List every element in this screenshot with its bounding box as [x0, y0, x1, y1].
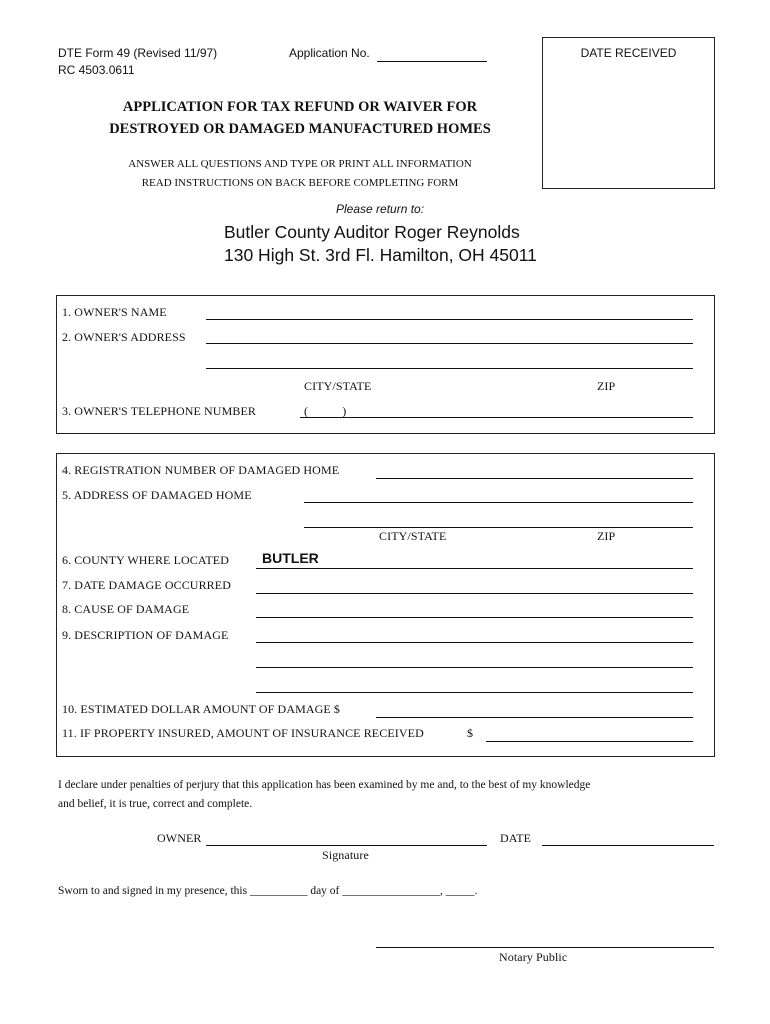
damage-cause-label: 8. CAUSE OF DAMAGE	[62, 602, 190, 616]
form-id: DTE Form 49 (Revised 11/97)	[58, 46, 218, 60]
application-no-label: Application No.	[289, 46, 370, 60]
signature-date-label: DATE	[500, 831, 532, 845]
damage-description-label: 9. DESCRIPTION OF DAMAGE	[62, 628, 229, 642]
damage-date-field[interactable]	[256, 575, 693, 594]
county-label: 6. COUNTY WHERE LOCATED	[62, 553, 229, 567]
instructions	[40, 155, 560, 193]
insurance-received-field[interactable]	[486, 723, 693, 742]
damage-cause-field[interactable]	[256, 599, 693, 618]
declaration-line2: and belief, it is true, correct and complete.	[58, 798, 253, 810]
owner-phone-label: 3. OWNER'S TELEPHONE NUMBER	[62, 404, 256, 418]
form-title	[40, 96, 560, 140]
signature-date-field[interactable]	[542, 827, 714, 846]
owner-address-line2-field[interactable]	[206, 350, 693, 369]
notary-caption: Notary Public	[499, 950, 568, 964]
date-received-label: DATE RECEIVED	[580, 46, 677, 60]
owner-name-label: 1. OWNER'S NAME	[62, 305, 167, 319]
form-title-line2: DESTROYED OR DAMAGED MANUFACTURED HOMES	[109, 121, 491, 137]
return-to-label: Please return to:	[336, 202, 425, 216]
home-address-label: 5. ADDRESS OF DAMAGED HOME	[62, 488, 252, 502]
estimated-damage-label: 10. ESTIMATED DOLLAR AMOUNT OF DAMAGE $	[62, 702, 341, 716]
owner-address-field[interactable]	[206, 325, 693, 344]
damage-date-label: 7. DATE DAMAGE OCCURRED	[62, 578, 231, 592]
return-address-line2: 130 High St. 3rd Fl. Hamilton, OH 45011	[224, 245, 537, 265]
owner-signature-label: OWNER	[157, 831, 202, 845]
owner-signature-field[interactable]	[206, 827, 487, 846]
home-address-line2-field[interactable]	[304, 509, 693, 528]
home-address-field[interactable]	[304, 484, 693, 503]
sworn-statement: Sworn to and signed in my presence, this __________ day of _________________, _____.	[58, 885, 478, 897]
phone-area-code: ( )	[304, 404, 347, 418]
form-title-line1: APPLICATION FOR TAX REFUND OR WAIVER FOR	[122, 99, 478, 115]
insurance-received-label: 11. IF PROPERTY INSURED, AMOUNT OF INSURANCE RECEIVED	[62, 726, 424, 740]
signature-caption: Signature	[322, 848, 369, 862]
insurance-dollar-sign: $	[467, 726, 474, 740]
instructions-line2: READ INSTRUCTIONS ON BACK BEFORE COMPLETING FORM	[141, 177, 459, 189]
rc-number: RC 4503.0611	[58, 63, 135, 77]
declaration	[58, 776, 590, 814]
damage-description-field[interactable]	[256, 624, 693, 643]
county-value: BUTLER	[262, 550, 319, 566]
return-address-line1: Butler County Auditor Roger Reynolds	[224, 222, 520, 242]
owner-address-label: 2. OWNER'S ADDRESS	[62, 330, 186, 344]
date-received-box	[542, 37, 715, 189]
application-no-field[interactable]	[377, 43, 487, 62]
home-zip-label: ZIP	[597, 529, 616, 543]
instructions-line1: ANSWER ALL QUESTIONS AND TYPE OR PRINT ALL INFORMATION	[128, 158, 472, 170]
registration-number-label: 4. REGISTRATION NUMBER OF DAMAGED HOME	[62, 463, 340, 477]
notary-signature-field[interactable]	[376, 929, 714, 948]
owner-name-field[interactable]	[206, 301, 693, 320]
owner-zip-label: ZIP	[597, 379, 616, 393]
home-city-state-label: CITY/STATE	[379, 529, 447, 543]
owner-phone-field[interactable]	[300, 399, 693, 418]
declaration-line1: I declare under penalties of perjury that this application has been examined by me and, to the best of my knowledge	[58, 779, 591, 791]
county-field[interactable]	[256, 550, 693, 569]
return-address	[224, 221, 537, 267]
damage-description-line2-field[interactable]	[256, 649, 693, 668]
damage-description-line3-field[interactable]	[256, 674, 693, 693]
estimated-damage-field[interactable]	[376, 699, 693, 718]
owner-city-state-label: CITY/STATE	[304, 379, 372, 393]
registration-number-field[interactable]	[376, 460, 693, 479]
